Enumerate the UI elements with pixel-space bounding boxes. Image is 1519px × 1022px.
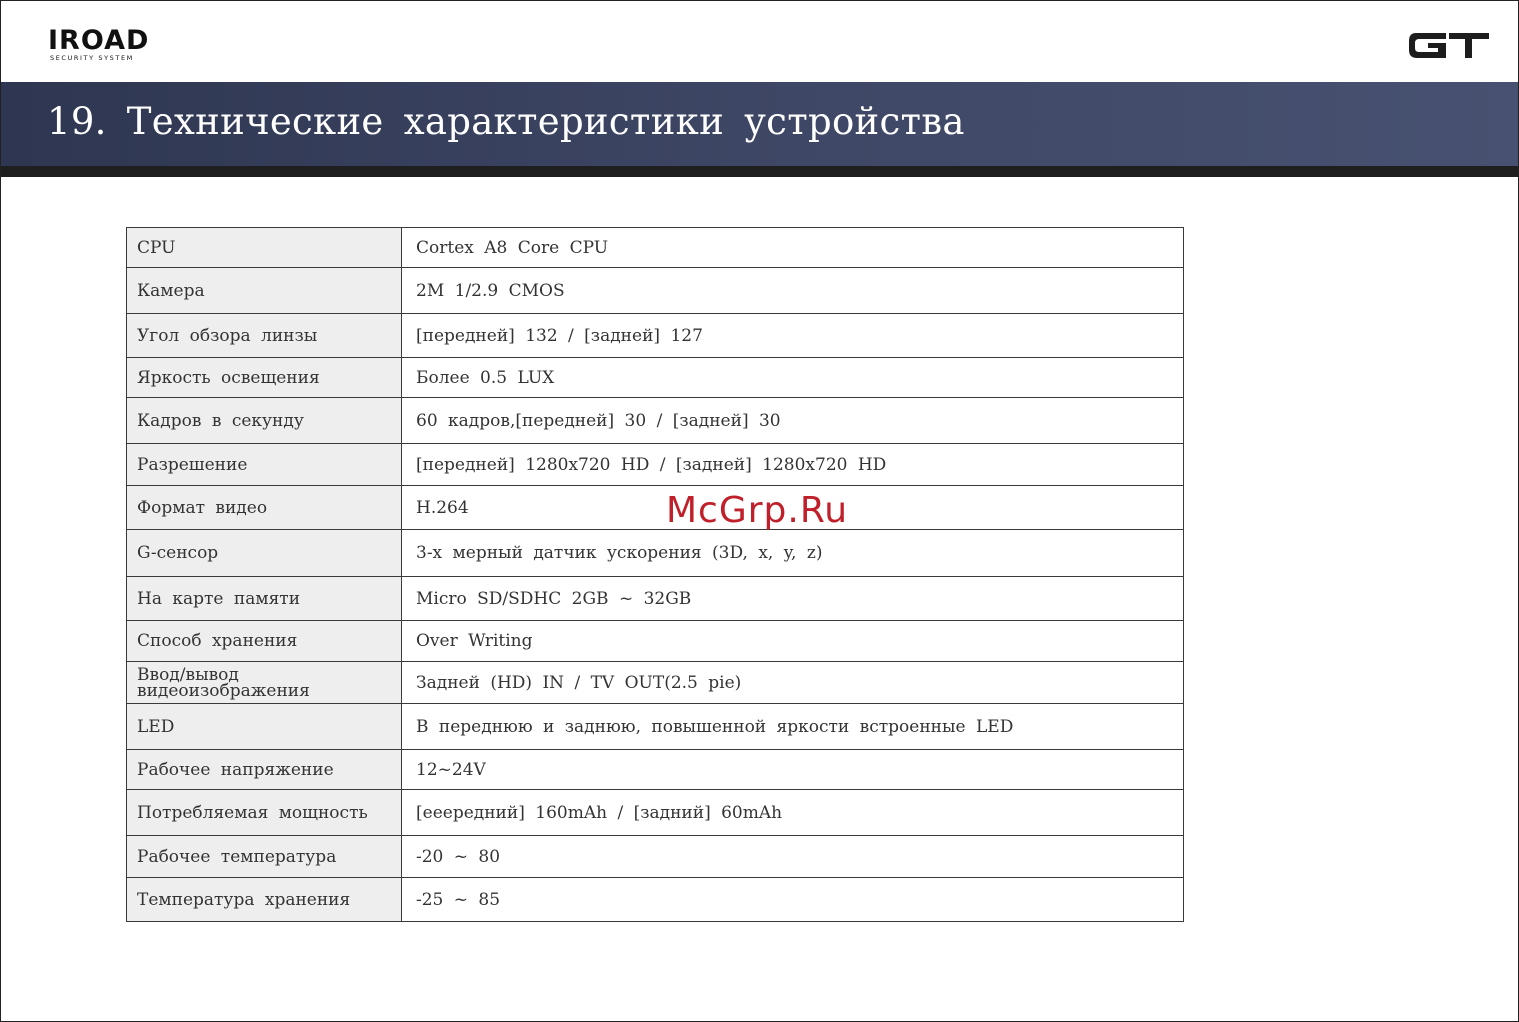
spec-value: 12~24V <box>402 750 1184 790</box>
spec-label: Рабочее напряжение <box>127 750 402 790</box>
spec-value: Задней (HD) IN / TV OUT(2.5 pie) <box>402 662 1184 704</box>
spec-table <box>126 227 1184 922</box>
spec-row <box>127 530 1184 577</box>
spec-label: Температура хранения <box>127 878 402 922</box>
spec-value: [передней] 132 / [задней] 127 <box>402 314 1184 358</box>
spec-value: [ееередний] 160mAh / [задний] 60mAh <box>402 790 1184 836</box>
spec-row <box>127 268 1184 314</box>
spec-label: Потребляемая мощность <box>127 790 402 836</box>
spec-label: Разрешение <box>127 444 402 486</box>
spec-label: Камера <box>127 268 402 314</box>
title-underline <box>1 166 1518 177</box>
spec-row <box>127 662 1184 704</box>
spec-label: G-сенсор <box>127 530 402 577</box>
spec-row <box>127 704 1184 750</box>
spec-value: -25 ~ 85 <box>402 878 1184 922</box>
watermark: McGrp.Ru <box>666 490 849 531</box>
spec-value: 60 кадров,[передней] 30 / [задней] 30 <box>402 398 1184 444</box>
spec-label: Угол обзора линзы <box>127 314 402 358</box>
spec-label: Яркость освещения <box>127 358 402 398</box>
gt-logo <box>1408 30 1490 60</box>
spec-value: Over Writing <box>402 621 1184 662</box>
spec-label: LED <box>127 704 402 750</box>
spec-label: Ввод/вывод видеоизображения <box>127 662 402 704</box>
title-bar <box>1 82 1518 166</box>
spec-row <box>127 228 1184 268</box>
spec-row <box>127 444 1184 486</box>
spec-value: -20 ~ 80 <box>402 836 1184 878</box>
spec-row <box>127 878 1184 922</box>
spec-label: Рабочее температура <box>127 836 402 878</box>
spec-row <box>127 358 1184 398</box>
spec-value: 2M 1/2.9 CMOS <box>402 268 1184 314</box>
page-title: 19. Технические характеристики устройства <box>47 100 965 143</box>
spec-row <box>127 621 1184 662</box>
spec-label: Формат видео <box>127 486 402 530</box>
gt-logo-mark <box>1408 30 1490 60</box>
spec-row <box>127 790 1184 836</box>
spec-row <box>127 577 1184 621</box>
spec-value: H.264 <box>402 486 1184 530</box>
spec-value: Cortex A8 Core CPU <box>402 228 1184 268</box>
spec-label: Кадров в секунду <box>127 398 402 444</box>
iroad-logo-tagline: SECURITY SYSTEM <box>50 54 134 62</box>
iroad-logo <box>48 25 172 62</box>
spec-value: Более 0.5 LUX <box>402 358 1184 398</box>
spec-value: В переднюю и заднюю, повышенной яркости встроенные LED <box>402 704 1184 750</box>
iroad-logo-brand: IROAD <box>48 25 150 56</box>
spec-label: На карте памяти <box>127 577 402 621</box>
spec-row <box>127 750 1184 790</box>
spec-row <box>127 314 1184 358</box>
spec-row <box>127 486 1184 530</box>
spec-value: 3-х мерный датчик ускорения (3D, x, y, z) <box>402 530 1184 577</box>
spec-value: Micro SD/SDHC 2GB ~ 32GB <box>402 577 1184 621</box>
spec-label: CPU <box>127 228 402 268</box>
spec-value: [передней] 1280x720 HD / [задней] 1280x720 HD <box>402 444 1184 486</box>
spec-label: Способ хранения <box>127 621 402 662</box>
spec-row <box>127 398 1184 444</box>
spec-row <box>127 836 1184 878</box>
